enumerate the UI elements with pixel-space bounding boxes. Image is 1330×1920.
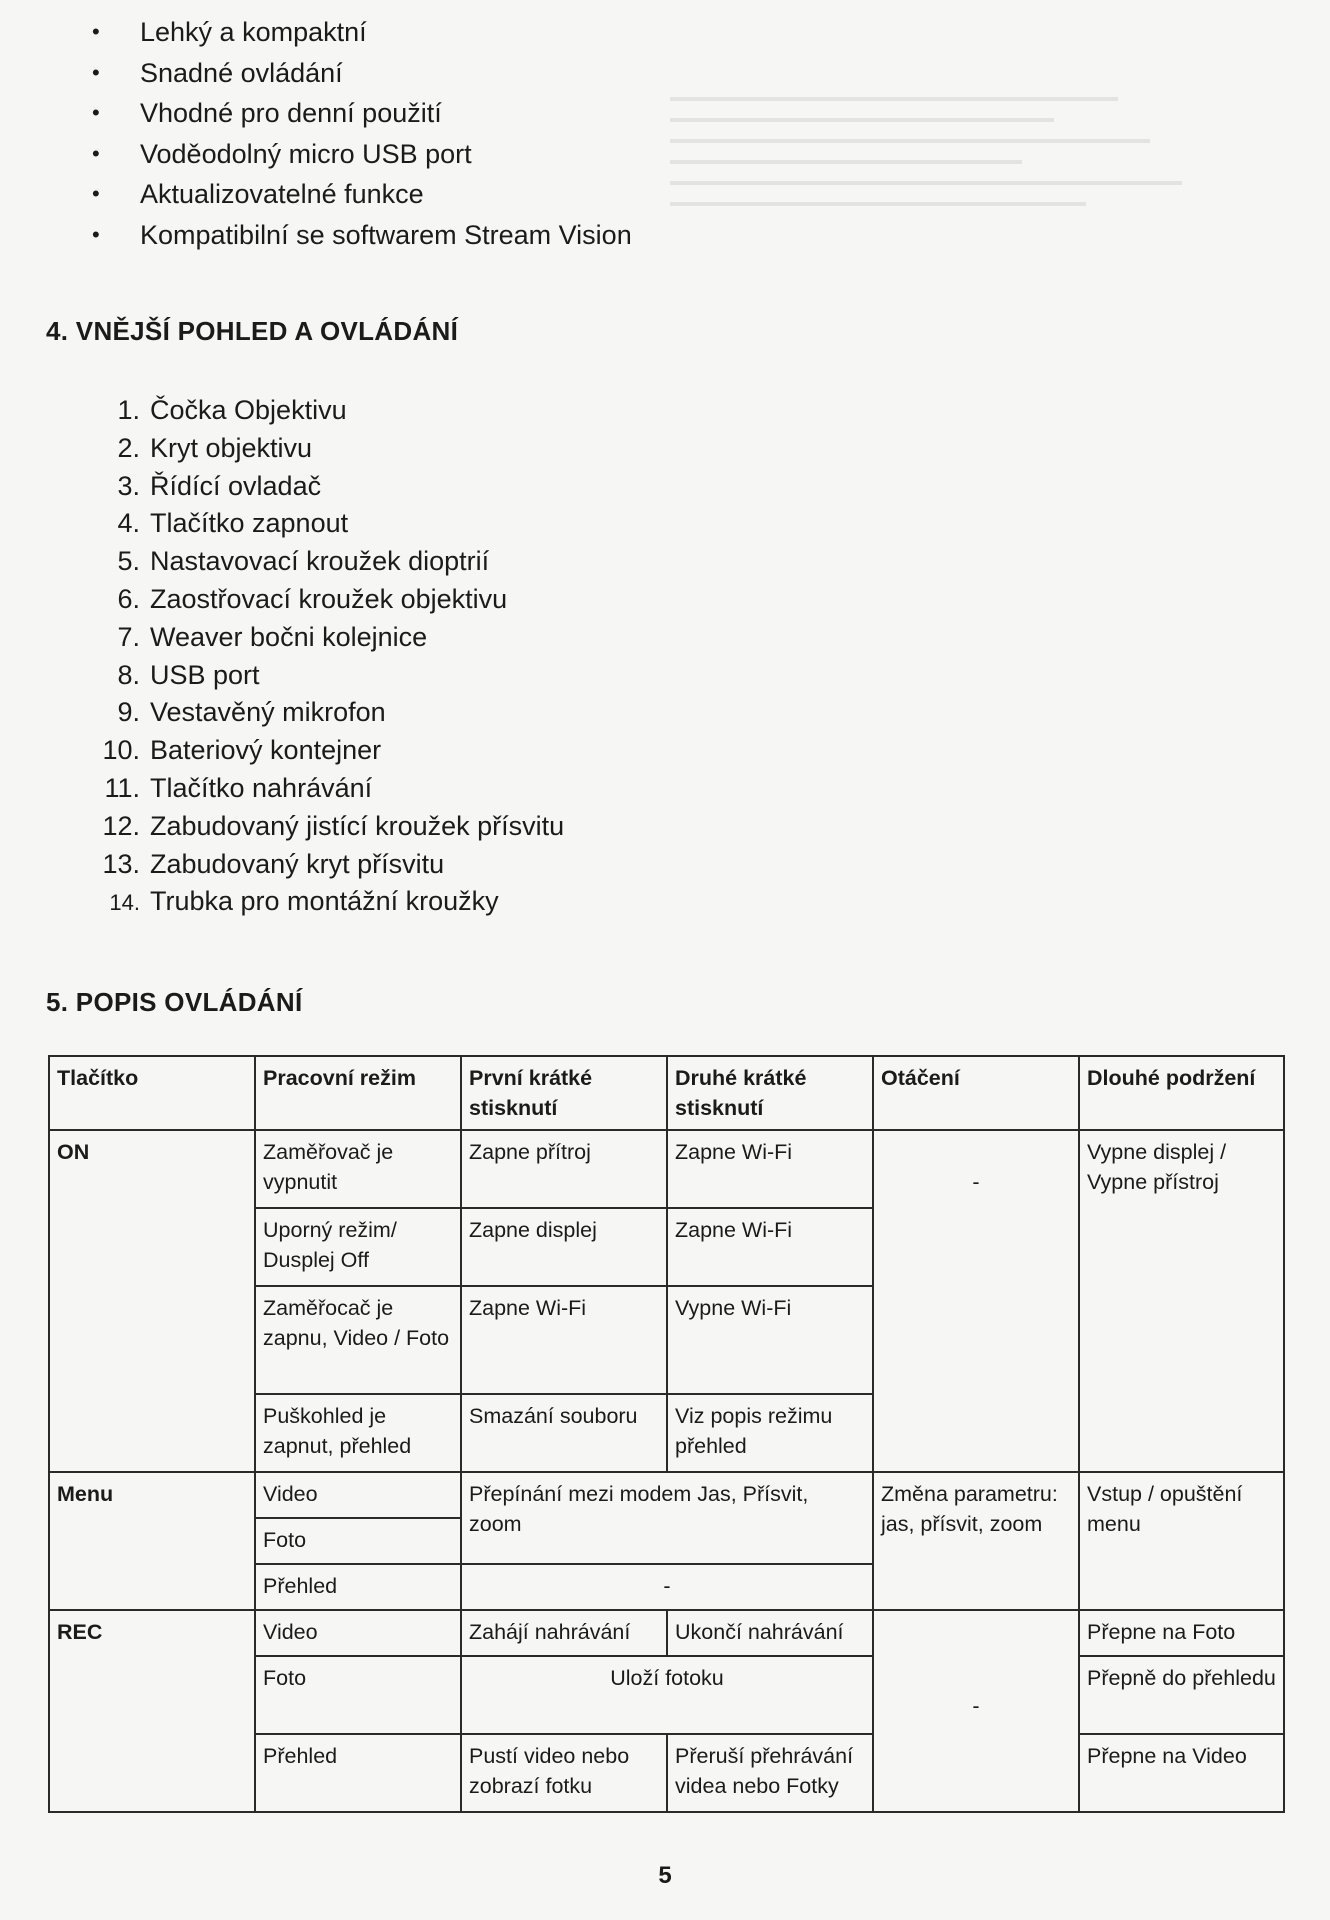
reverse-side-show-through — [670, 80, 1310, 223]
table-row — [49, 1130, 1284, 1208]
mode-cell: Zaměřovač je vypnutit — [255, 1130, 461, 1208]
parts-list-item: 2. Kryt objektivu — [117, 432, 313, 463]
first-press-cell: Zapne přítroj — [461, 1130, 667, 1208]
second-press-cell: Zapne Wi-Fi — [667, 1130, 873, 1208]
parts-list — [92, 392, 564, 921]
button-cell-on: ON — [49, 1130, 255, 1472]
table-header-cell: Tlačítko — [49, 1056, 255, 1130]
feature-item: • Snadné ovládání — [92, 53, 632, 94]
mode-cell: Video — [255, 1472, 461, 1518]
rotation-cell: - — [873, 1610, 1079, 1812]
rotation-cell: Změna parametru: jas, přísvit, zoom — [873, 1472, 1079, 1610]
feature-list — [92, 12, 632, 255]
page-number: 5 — [658, 1862, 672, 1889]
menu-press-cell: Přepínání mezi modem Jas, Přísvit, zoom — [461, 1472, 873, 1564]
table-header-cell: První krátké stisknutí — [461, 1056, 667, 1130]
feature-item: • Lehký a kompaktní — [92, 12, 632, 53]
section-heading-controls: 5. POPIS OVLÁDÁNÍ — [46, 987, 303, 1017]
parts-list-item: 12. Zabudovaný jistící kroužek přísvitu — [102, 810, 565, 841]
parts-list-item: 9. Vestavěný mikrofon — [117, 697, 386, 728]
button-cell-menu: Menu — [49, 1472, 255, 1610]
long-press-cell: Přepně do přehledu — [1079, 1656, 1284, 1734]
first-press-cell: Zapne displej — [461, 1208, 667, 1286]
first-press-cell: Zahájí nahrávání — [461, 1610, 667, 1656]
menu-review-press-cell: - — [461, 1564, 873, 1610]
table-header-cell: Dlouhé podržení — [1079, 1056, 1284, 1130]
mode-cell: Uporný režim/ Dusplej Off — [255, 1208, 461, 1286]
parts-list-item: 7. Weaver bočni kolejnice — [117, 621, 428, 652]
parts-list-item: 6. Zaostřovací kroužek objektivu — [117, 583, 508, 614]
mode-cell: Foto — [255, 1518, 461, 1564]
table-row — [49, 1610, 1284, 1656]
button-cell-rec: REC — [49, 1610, 255, 1812]
controls-table — [48, 1055, 1285, 1813]
parts-list-item: 8. USB port — [117, 659, 260, 690]
feature-item: • Kompatibilní se softwarem Stream Vision — [92, 215, 632, 256]
mode-cell: Video — [255, 1610, 461, 1656]
parts-list-item: 5. Nastavovací kroužek dioptrií — [117, 546, 490, 577]
rotation-cell: - — [873, 1130, 1079, 1472]
table-row — [49, 1472, 1284, 1518]
mode-cell: Zaměřocač je zapnu, Video / Foto — [255, 1286, 461, 1394]
long-press-cell: Přepne na Video — [1079, 1734, 1284, 1812]
feature-item: • Vhodné pro denní použití — [92, 93, 632, 134]
feature-item: • Voděodolný micro USB port — [92, 134, 632, 175]
feature-item: • Aktualizovatelné funkce — [92, 174, 632, 215]
parts-list-item: 10. Bateriový kontejner — [102, 735, 382, 766]
parts-list-item: 3. Řídící ovladač — [117, 470, 322, 501]
parts-list-item: 4. Tlačítko zapnout — [117, 508, 349, 539]
table-header-row — [49, 1056, 1284, 1130]
second-press-cell: Zapne Wi-Fi — [667, 1208, 873, 1286]
foto-press-cell: Uloží fotoku — [461, 1656, 873, 1734]
second-press-cell: Ukončí nahrávání — [667, 1610, 873, 1656]
long-press-cell: Přepne na Foto — [1079, 1610, 1284, 1656]
table-header-cell: Otáčení — [873, 1056, 1079, 1130]
long-press-cell: Vstup / opuštění menu — [1079, 1472, 1284, 1610]
mode-cell: Přehled — [255, 1734, 461, 1812]
parts-list-item: 1. Čočka Objektivu — [117, 395, 347, 425]
first-press-cell: Zapne Wi-Fi — [461, 1286, 667, 1394]
mode-cell: Přehled — [255, 1564, 461, 1610]
table-header-cell: Druhé krátké stisknutí — [667, 1056, 873, 1130]
second-press-cell: Vypne Wi-Fi — [667, 1286, 873, 1394]
parts-list-item: 14. Trubka pro montážní kroužky — [109, 886, 499, 917]
second-press-cell: Viz popis režimu přehled — [667, 1394, 873, 1472]
section-heading-exterior: 4. VNĚJŠÍ POHLED A OVLÁDÁNÍ — [46, 316, 459, 346]
parts-list-item: 11. Tlačítko nahrávání — [104, 772, 373, 803]
table-header-cell: Pracovní režim — [255, 1056, 461, 1130]
first-press-cell: Pustí video nebo zobrazí fotku — [461, 1734, 667, 1812]
mode-cell: Foto — [255, 1656, 461, 1734]
second-press-cell: Přeruší přehrávání videa nebo Fotky — [667, 1734, 873, 1812]
mode-cell: Puškohled je zapnut, přehled — [255, 1394, 461, 1472]
long-press-cell: Vypne displej / Vypne přístroj — [1079, 1130, 1284, 1472]
parts-list-item: 13. Zabudovaný kryt přísvitu — [102, 848, 445, 879]
first-press-cell: Smazání souboru — [461, 1394, 667, 1472]
